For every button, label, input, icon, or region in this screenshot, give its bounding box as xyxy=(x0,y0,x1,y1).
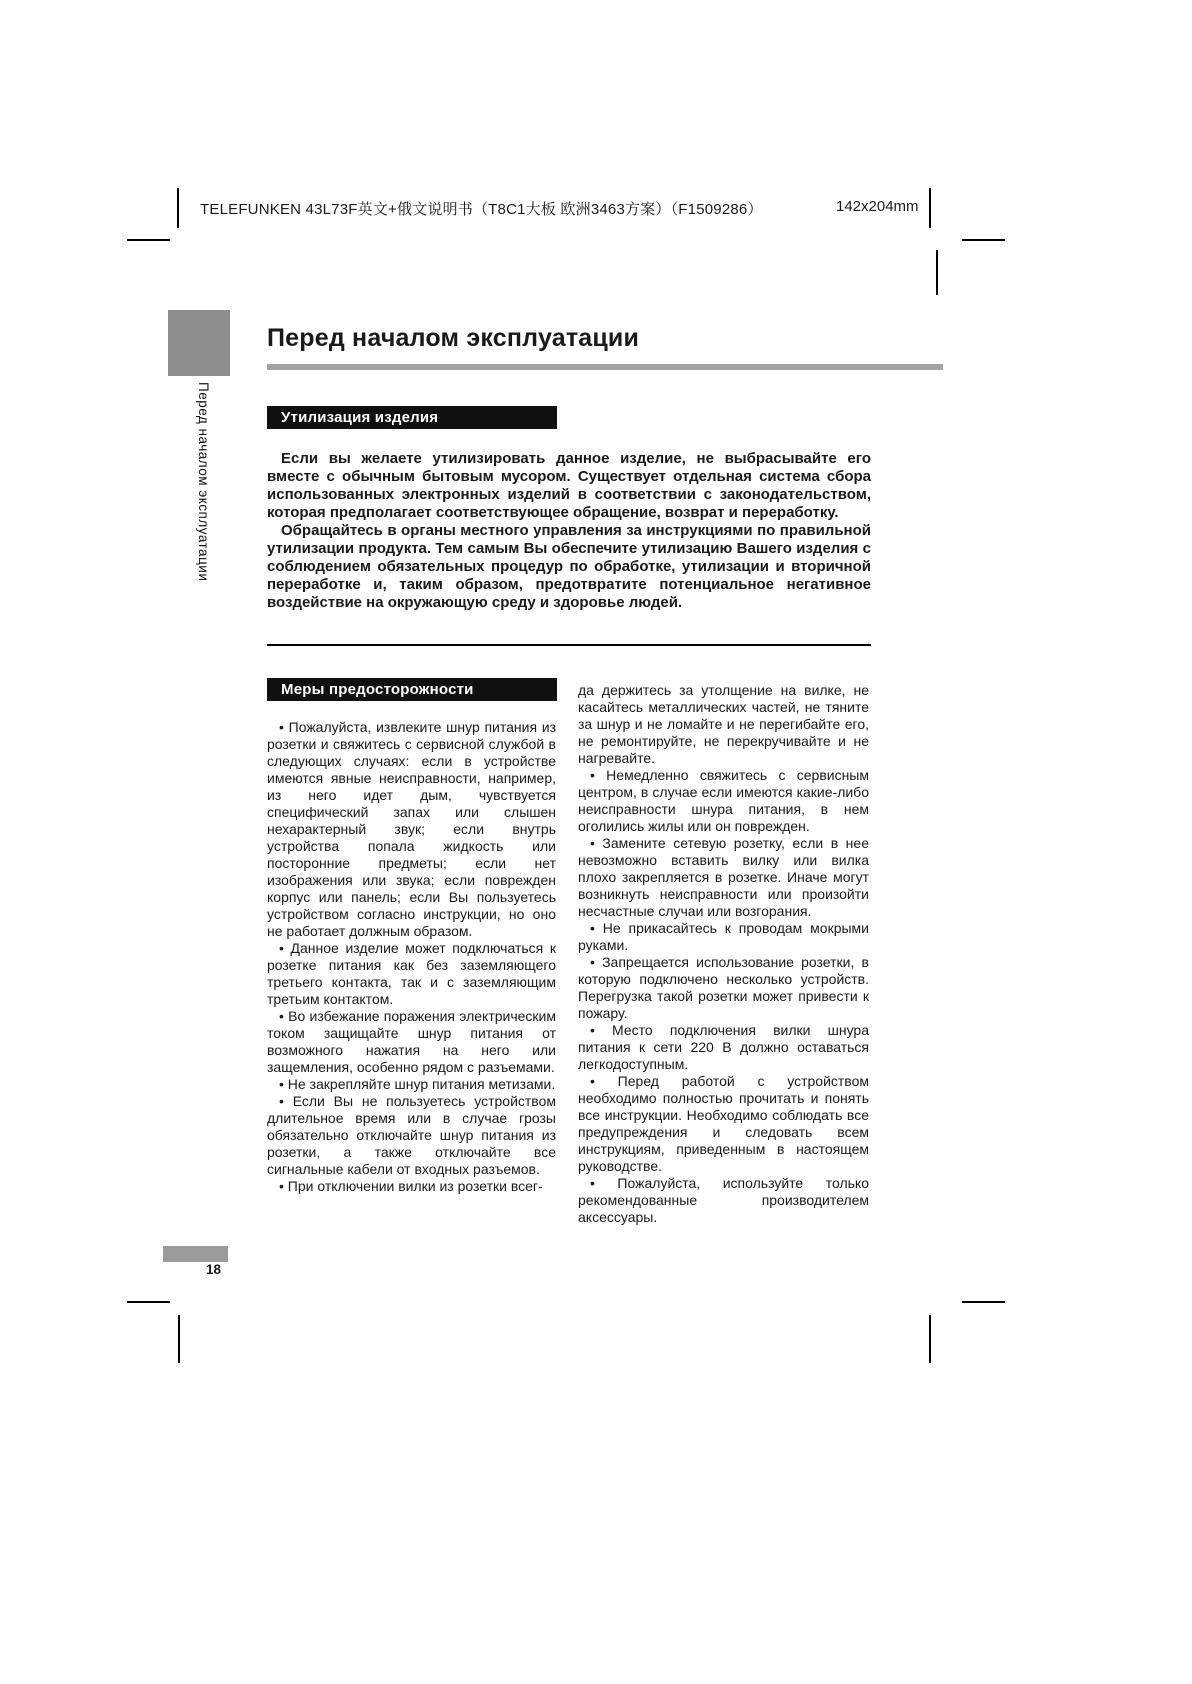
bullet-paragraph: • Место подключения вилки шнура питания к сети 220 В должно оставаться легкодоступным. xyxy=(578,1022,869,1072)
bullet-paragraph: • Данное изделие может подключаться к розетке питания как без заземляющего третьего контакта, так и с заземляющим третьим контактом. xyxy=(267,940,556,1007)
print-header-left: TELEFUNKEN 43L73F英文+俄文说明书（T8C1大板 欧洲3463方案）（F1509286） xyxy=(200,201,763,218)
section-heading-recycling: Утилизация изделия xyxy=(267,406,557,429)
paragraph: Обращайтесь в органы местного управления за инструкциями по правильной утилизации продукта. Тем самым Вы обеспечите утилизацию Вашего изделия с соблюдением обязательных процедур по обработке, утилизации и вторичной переработке и, таким образом, предотвратите потенциальное негативное воздействие на окружающую среду и здоровье людей. xyxy=(267,522,871,611)
bullet-paragraph: • Замените сетевую розетку, если в нее невозможно вставить вилку или вилка плохо закрепляется в розетке. Иначе могут возникнуть неисправности или произойти несчастные случаи или возгорания. xyxy=(578,835,869,919)
precautions-left-column xyxy=(267,719,556,1195)
page-title: Перед началом эксплуатации xyxy=(267,324,640,352)
bullet-paragraph: • Во избежание поражения электрическим током защищайте шнур питания от возможного нажатия на него или защемления, особенно рядом с разъемами. xyxy=(267,1008,556,1075)
crop-mark xyxy=(127,1301,170,1303)
section-divider xyxy=(267,644,871,646)
bullet-paragraph: • Не прикасайтесь к проводам мокрыми руками. xyxy=(578,920,869,953)
paragraph: Если вы желаете утилизировать данное изделие, не выбрасывайте его вместе с обычным бытовым мусором. Существует отдельная система сбора использованных электронных изделий в соответствии с законодательством, которая предполагает соответствующее обращение, возврат и переработку. xyxy=(267,450,871,521)
crop-mark xyxy=(962,1301,1005,1303)
print-header-right: 142x204mm xyxy=(836,198,919,215)
bullet-paragraph: • Пожалуйста, используйте только рекомендованные производителем аксессуары. xyxy=(578,1175,869,1225)
crop-mark xyxy=(929,188,931,228)
bullet-paragraph: • Перед работой с устройством необходимо полностью прочитать и понять все инструкции. Необходимо соблюдать все предупреждения и следовать всем инструкциям, приведенным в настоящем руководстве. xyxy=(578,1073,869,1174)
bullet-paragraph: • Немедленно свяжитесь с сервисным центром, в случае если имеются какие-либо неисправности шнура питания, в нем оголились жилы или он поврежден. xyxy=(578,767,869,834)
bullet-paragraph: • Не закрепляйте шнур питания метизами. xyxy=(279,1076,556,1092)
crop-mark xyxy=(929,1315,931,1363)
recycling-text xyxy=(267,450,871,612)
bullet-paragraph: • Запрещается использование розетки, в которую подключено несколько устройств. Перегрузка такой розетки может привести к пожару. xyxy=(578,954,869,1021)
chapter-side-label: Перед началом эксплуатации xyxy=(196,382,211,582)
title-rule xyxy=(267,364,943,370)
crop-mark xyxy=(178,1315,180,1363)
crop-mark xyxy=(127,239,170,241)
crop-mark xyxy=(177,188,179,228)
section-heading-precautions: Меры предосторожности xyxy=(267,678,557,701)
precautions-right-column xyxy=(578,682,869,1226)
bullet-paragraph: • Пожалуйста, извлеките шнур питания из розетки и свяжитесь с сервисной службой в следующих случаях: если в устройстве имеются явные неисправности, например, из него идет дым, чувствуется специфический запах или слышен нехарактерный звук; если внутрь устройства попала жидкость или посторонние предметы; если нет изображения или звука; если поврежден корпус или панель; если Вы пользуетесь устройством согласно инструкции, но оно не работает должным образом. xyxy=(267,719,556,939)
continuation-paragraph: да держитесь за утолщение на вилке, не касайтесь металлических частей, не тяните за шнур и не ломайте и не перегибайте его, не ремонтируйте, не перекручивайте и не нагревайте. xyxy=(578,682,869,766)
chapter-tab-block xyxy=(168,310,230,376)
bullet-paragraph: • При отключении вилки из розетки всег- xyxy=(279,1178,543,1194)
footer-tab-bar xyxy=(163,1246,228,1262)
page-number: 18 xyxy=(206,1262,222,1277)
bullet-paragraph: • Если Вы не пользуетесь устройством длительное время или в случае грозы обязательно отключайте шнур питания из розетки, а также отключайте все сигнальные кабели от входных разъемов. xyxy=(267,1093,556,1177)
crop-mark xyxy=(962,239,1005,241)
crop-mark xyxy=(936,250,938,295)
